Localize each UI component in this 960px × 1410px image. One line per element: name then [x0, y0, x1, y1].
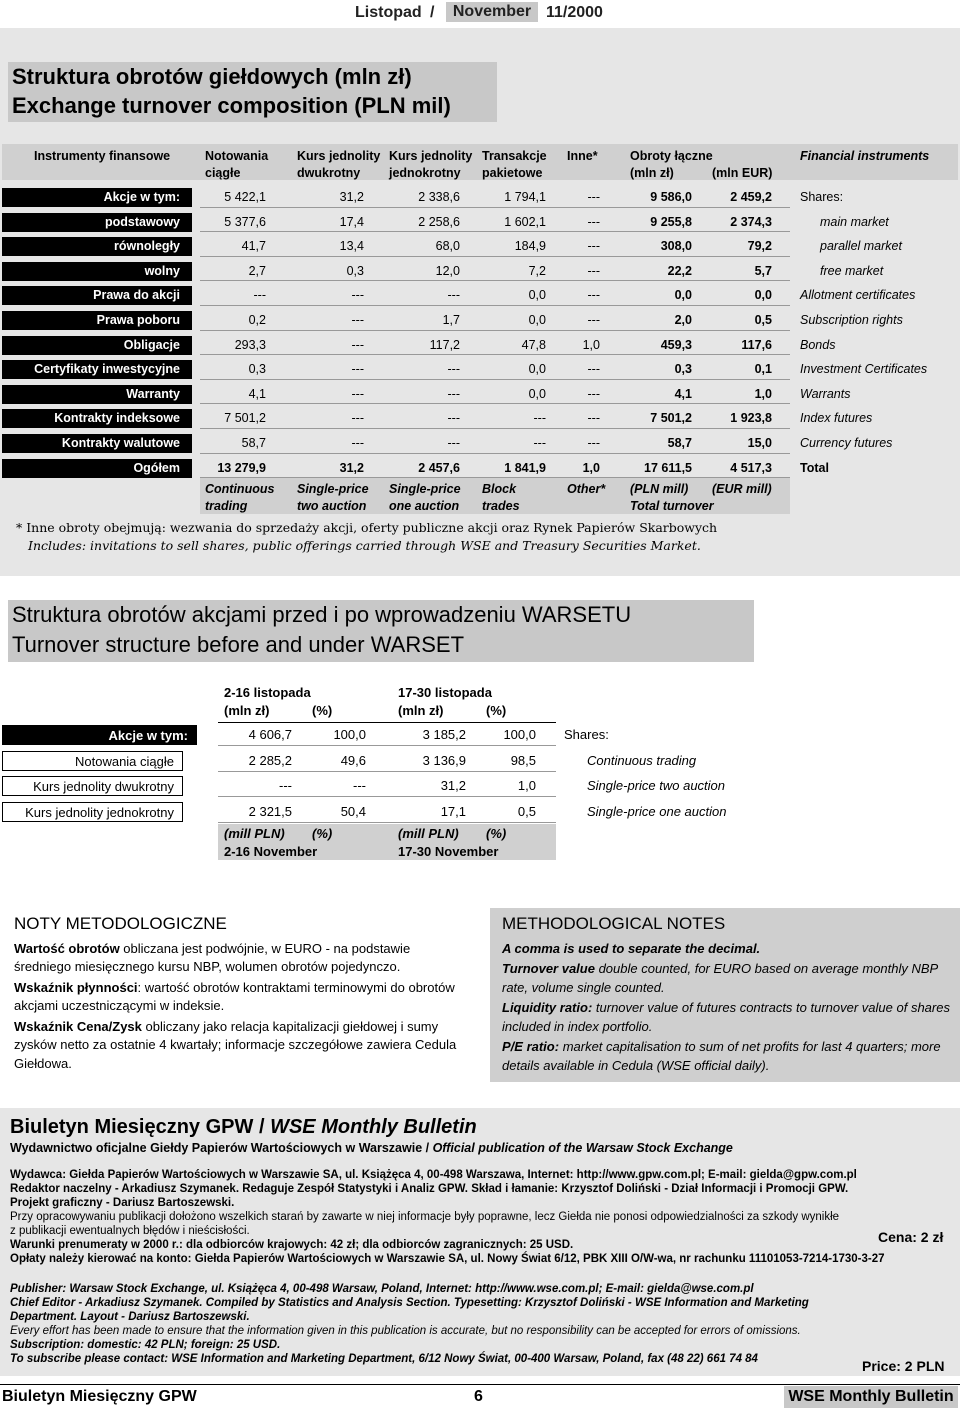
col-header-pl-1: Kurs jednolity — [297, 149, 381, 163]
row-value: --- — [587, 263, 600, 278]
row-value: 0,5 — [754, 313, 772, 327]
col-footer-en-4: Other* — [567, 482, 606, 496]
row-label: Kontrakty indeksowe — [2, 409, 192, 428]
bottom-bar — [0, 1384, 960, 1410]
warset-row-label-en: Continuous trading — [587, 752, 697, 768]
footer-l4: Przy opracowywaniu publikacji dołożono wszelkich starań by zawarte w niej informacje były poprawne, lecz Giełda nie ponosi odpowiedzialności za szkody wynikłe — [10, 1211, 840, 1223]
warset-value: 50,4 — [340, 803, 366, 819]
row-value: 184,9 — [514, 239, 546, 254]
footnote-en: Includes: invitations to sell shares, public offerings carried through WSE and Treasury Securities Market. — [28, 538, 701, 553]
footer-title-en: WSE Monthly Bulletin — [270, 1116, 477, 1138]
notes-en-title: METHODOLOGICAL NOTES — [502, 914, 726, 933]
row-value: --- — [447, 436, 460, 450]
row-label: równoległy — [2, 237, 192, 256]
period1-label-en: 2-16 November — [224, 844, 318, 859]
row-value: 58,7 — [241, 436, 266, 450]
row-value: 459,3 — [660, 337, 692, 352]
row-label: Prawa do akcji — [2, 286, 192, 305]
row-value: 0,0 — [674, 288, 692, 303]
warset-row-separator — [218, 796, 556, 797]
row-value: 9 586,0 — [650, 190, 692, 204]
col-footer-en-2: Single-price — [389, 482, 461, 496]
row-value: 13,4 — [339, 239, 364, 254]
row-label-en: free market — [820, 263, 884, 278]
section2-title — [8, 600, 754, 662]
notes-pl-title: NOTY METODOLOGICZNE — [14, 914, 227, 933]
warset-value: --- — [279, 778, 292, 793]
notes-pl-p3-bold: Wskaźnik Cena/Zysk — [14, 1018, 142, 1034]
row-value: 31,2 — [339, 460, 364, 475]
row-value: 41,7 — [241, 239, 266, 254]
notes-pl-p3: obliczany jako relacja kapitalizacji giełdowej i sumy zysków netto za ostatnie 4 kwartały; informacje szczegółowe zawiera Cedula Giełdowa. — [14, 1018, 457, 1071]
notes-pl-p1: obliczana jest podwójnie, w EURO - na podstawie średniego miesięcznego kursu NBP, wolumen obrotów pojedynczo. — [14, 940, 411, 974]
section1-title-en: Exchange turnover composition (PLN mil) — [12, 93, 451, 118]
row-value: 308,0 — [660, 239, 692, 254]
row-label: podstawowy — [2, 213, 192, 232]
col-header-obroty: Obroty łączne — [630, 149, 713, 163]
row-value: --- — [587, 214, 600, 229]
row-label-en: Index futures — [800, 411, 873, 426]
row-value: --- — [587, 362, 600, 377]
warset-value: 31,2 — [440, 778, 466, 793]
warset-row-label-en: Shares: — [564, 727, 609, 742]
warset-row-label: Kurs jednolity jednokrotny — [2, 802, 183, 822]
row-value: 5 422,1 — [224, 190, 266, 204]
col-header-pl-2-line2: jednokrotny — [389, 166, 461, 180]
warset-row-separator — [218, 822, 556, 823]
row-label-en: main market — [820, 214, 889, 229]
period2-pct: (%) — [486, 703, 507, 718]
footer-title-pl: Biuletyn Miesięczny GPW / — [10, 1116, 265, 1138]
footer-e3: Department. Layout - Dariusz Bartoszewski. — [10, 1311, 250, 1323]
row-value: 0,3 — [346, 263, 364, 278]
warset-row-label: Kurs jednolity dwukrotny — [2, 776, 183, 796]
header-issue: 11/2000 — [546, 4, 603, 21]
row-value: --- — [587, 411, 600, 426]
row-label-en: parallel market — [820, 239, 902, 254]
row-value: --- — [447, 386, 460, 401]
row-label: wolny — [2, 262, 192, 281]
col-footer-en-1-line2: two auction — [297, 499, 367, 513]
notes-pl-p2-bold: Wskaźnik płynności — [14, 979, 138, 995]
period2-label: 17-30 listopada — [398, 685, 492, 700]
row-value: --- — [587, 436, 600, 450]
col-header-pl-3: Transakcje — [482, 149, 547, 163]
row-value: 117,2 — [429, 337, 460, 352]
row-value: 5 377,6 — [224, 214, 266, 229]
period1-label: 2-16 listopada — [224, 685, 311, 700]
warset-value: 2 321,5 — [248, 803, 292, 819]
warset-value: 0,5 — [517, 803, 536, 819]
warset-value: --- — [353, 778, 366, 793]
row-label-en: Subscription rights — [800, 313, 903, 327]
row-value: --- — [447, 362, 460, 377]
warset-value: 98,5 — [510, 752, 536, 768]
price-en: Price: 2 PLN — [862, 1358, 945, 1374]
col-footer-eur-mill: (EUR mill) — [712, 482, 772, 496]
row-value: 1 602,1 — [504, 214, 546, 229]
row-value: --- — [533, 436, 546, 450]
row-label-en: Currency futures — [800, 436, 893, 450]
col-footer-total-turnover: Total turnover — [630, 499, 714, 513]
footer-l5: z publikacji ewentualnych błędów i nieścisłości. — [10, 1225, 250, 1237]
period1-unit: (mln zł) — [224, 703, 270, 718]
price-pl: Cena: 2 zł — [878, 1229, 944, 1245]
period2-unit: (mln zł) — [398, 703, 444, 718]
notes-en — [502, 915, 957, 1077]
warset-row-separator — [218, 745, 556, 746]
row-value: 0,0 — [528, 386, 546, 401]
row-value: 22,2 — [667, 263, 692, 278]
row-value: 15,0 — [747, 436, 772, 450]
col-header-mln-zl: (mln zł) — [630, 166, 674, 180]
footer-sub-en: Official publication of the Warsaw Stock Exchange — [432, 1141, 733, 1155]
warset-value: 3 185,2 — [422, 727, 466, 742]
row-value: --- — [351, 436, 364, 450]
row-value: 17,4 — [339, 214, 364, 229]
col-footer-pln-mill: (PLN mill) — [630, 482, 689, 496]
row-value: 0,0 — [528, 362, 546, 377]
footer-subtitle — [10, 1141, 733, 1155]
row-value: 1,0 — [754, 386, 772, 401]
warset-row-label-en: Single-price two auction — [587, 778, 726, 793]
section1-title — [8, 62, 497, 122]
period2-label-en: 17-30 November — [398, 844, 499, 859]
row-value: 9 255,8 — [650, 214, 692, 229]
row-value: 0,3 — [674, 362, 692, 377]
row-value: 2 374,3 — [730, 214, 772, 229]
header-listopad: Listopad — [355, 4, 422, 21]
row-value: --- — [447, 411, 460, 426]
row-value: --- — [351, 386, 364, 401]
col-header-mln-eur: (mln EUR) — [712, 166, 773, 180]
row-value: 1 923,8 — [730, 411, 772, 426]
row-value: --- — [447, 288, 460, 303]
page-header — [0, 0, 960, 24]
col-footer-en-1: Single-price — [297, 482, 369, 496]
footer-l7: Opłaty należy kierować na konto: Giełda Papierów Wartościowych w Warszawie SA, ul. Nowy Świat 6/12, PBK XIII O/W-wa, nr rachunku 11101053-7214-1730-3-27 — [10, 1253, 885, 1265]
col-header-pl-0: Notowania — [205, 149, 269, 163]
row-label: Ogółem — [2, 459, 192, 478]
warset-row-label: Notowania ciągłe — [2, 751, 183, 771]
row-value: 0,0 — [754, 288, 772, 303]
row-value: 5,7 — [754, 263, 772, 278]
col-header-pl-0-line2: ciągłe — [205, 166, 241, 180]
col-header-pl-1-line2: dwukrotny — [297, 166, 361, 180]
row-label: Warranty — [2, 385, 192, 404]
row-value: 68,0 — [435, 239, 460, 254]
period2-unit-en: (mill PLN) — [398, 826, 459, 841]
footer-e2: Chief Editor - Arkadiusz Szymanek. Compiled by Statistics and Analysis Section. Typesetting: Krzysztof Doliński - WSE Information and Marketing — [10, 1297, 809, 1309]
section1-title-pl: Struktura obrotów giełdowych (mln zł) — [12, 64, 412, 89]
col-footer-en-3-line2: trades — [482, 499, 520, 513]
col-header-pl-2: Kurs jednolity — [389, 149, 473, 163]
footer-sub-pl: Wydawnictwo oficjalne Giełdy Papierów Wartościowych w Warszawie / — [10, 1141, 430, 1155]
warset-value: 1,0 — [517, 778, 536, 793]
row-value: --- — [587, 239, 600, 254]
row-label: Certyfikaty inwestycyjne — [2, 360, 192, 379]
row-value: 0,0 — [528, 313, 546, 327]
row-value: 4,1 — [248, 386, 266, 401]
section2-title-pl: Struktura obrotów akcjami przed i po wprowadzeniu WARSETU — [12, 602, 632, 627]
row-value: 12,0 — [435, 263, 460, 278]
notes-pl-p1-bold: Wartość obrotów — [14, 940, 120, 956]
col-footer-en-0-line2: trading — [205, 499, 248, 513]
period1-unit-en: (mill PLN) — [224, 826, 285, 841]
row-label: Prawa poboru — [2, 311, 192, 330]
col-footer-en-0: Continuous — [205, 482, 275, 496]
row-value: 2 338,6 — [418, 190, 460, 204]
row-value: 1 841,9 — [504, 460, 546, 475]
col-header-financial: Financial instruments — [800, 149, 930, 163]
row-value: 7 501,2 — [224, 411, 266, 426]
row-value: 1,0 — [582, 460, 600, 475]
footer-title — [10, 1116, 477, 1139]
period2-pct-en: (%) — [486, 826, 507, 841]
warset-row-separator — [218, 771, 556, 772]
row-value: --- — [587, 386, 600, 401]
row-label-en: Shares: — [800, 190, 844, 204]
row-label-en: Warrants — [800, 386, 851, 401]
row-value: --- — [587, 190, 600, 204]
footer-e5: Subscription: domestic: 42 PLN; foreign: 25 USD. — [10, 1339, 281, 1351]
row-label: Kontrakty walutowe — [2, 434, 192, 453]
row-label-en: Allotment certificates — [800, 288, 916, 303]
row-value: --- — [351, 362, 364, 377]
footer-l3: Projekt graficzny - Dariusz Bartoszewski. — [10, 1197, 235, 1209]
period1-pct-en: (%) — [312, 826, 333, 841]
page-number: 6 — [474, 1388, 483, 1405]
row-value: --- — [351, 288, 364, 303]
col-footer-en-2-line2: one auction — [389, 499, 460, 513]
row-value: 2 258,6 — [418, 214, 460, 229]
bottom-right-title: WSE Monthly Bulletin — [784, 1386, 958, 1408]
period1-pct: (%) — [312, 703, 333, 718]
row-label: Obligacje — [2, 336, 192, 355]
row-value: 2 459,2 — [730, 190, 772, 204]
footer-en-block — [10, 1282, 950, 1366]
row-label-en: Total — [800, 460, 829, 475]
notes-pl-p2: : wartość obrotów kontraktami terminowymi do obrotów akcjami uczestniczącymi w indeksie. — [14, 979, 455, 1013]
row-label-en: Bonds — [800, 337, 836, 352]
notes-pl — [14, 915, 469, 1075]
col-header-pl-3-line2: pakietowe — [482, 166, 543, 180]
footer-l1: Wydawca: Giełda Papierów Wartościowych w Warszawie SA, ul. Książęca 4, 00-498 Warszawa, Internet: http://www.gpw.com.pl; E-mail: gielda@gpw.com.pl — [10, 1169, 857, 1181]
warset-row-label-en: Single-price one auction — [587, 803, 727, 819]
warset-value: 100,0 — [503, 727, 536, 742]
notes-en-p1-bold: Turnover value — [502, 961, 595, 976]
row-value: --- — [351, 313, 364, 327]
row-value: 1,0 — [582, 337, 600, 352]
row-value: 0,2 — [248, 313, 266, 327]
row-value: --- — [351, 337, 364, 352]
row-value: --- — [587, 288, 600, 303]
warset-value: 49,6 — [340, 752, 366, 768]
notes-en-p2-bold: Liquidity ratio: — [502, 1000, 593, 1015]
row-value: 7,2 — [528, 263, 546, 278]
warset-value: 4 606,7 — [248, 727, 292, 742]
warset-row-label: Akcje w tym: — [2, 725, 197, 745]
row-value: 17 611,5 — [644, 460, 692, 475]
row-value: 1,7 — [442, 313, 460, 327]
footer-e4: Every effort has been made to ensure that the information given in this publication is accurate, but no responsibility can be accepted for errors of omissions. — [10, 1325, 801, 1337]
row-value: --- — [351, 411, 364, 426]
col-footer-en-3: Block — [482, 482, 517, 496]
notes-en-p2: turnover value of futures contracts to turnover value of shares included in index portfolio. — [502, 1000, 950, 1034]
footer-e1: Publisher: Warsaw Stock Exchange, ul. Książęca 4, 00-498 Warsaw, Poland, Internet: http://www.wse.com.pl; E-mail: gielda@wse.com.pl — [10, 1283, 754, 1295]
row-value: 58,7 — [667, 436, 692, 450]
notes-en-p3: market capitalisation to sum of net profits for last 4 quarters; more details available in Cedula (WSE official daily). — [502, 1039, 941, 1073]
row-value: 47,8 — [521, 337, 546, 352]
notes-en-p3-bold: P/E ratio: — [502, 1039, 560, 1054]
header-slash: / — [430, 4, 435, 21]
row-value: --- — [533, 411, 546, 426]
section2-title-en: Turnover structure before and under WARSET — [12, 632, 465, 657]
warset-value: 3 136,9 — [422, 752, 466, 768]
footer-l2: Redaktor naczelny - Arkadiusz Szymanek. Redaguje Zespół Statystyki i Analiz GPW. Skład i łamanie: Krzysztof Doliński - Dział Informacji i Promocji GPW. — [10, 1183, 849, 1195]
footer-pl-block — [10, 1168, 950, 1266]
row-value: 2 457,6 — [418, 460, 460, 475]
row-value: 2,7 — [248, 263, 266, 278]
footer-e6: To subscribe please contact: WSE Information and Marketing Department, 6/12 Nowy Świat, 00-400 Warsaw, Poland, fax (48 22) 661 74 84 — [10, 1353, 758, 1365]
row-label-en: Investment Certificates — [800, 362, 928, 377]
col-header-instruments: Instrumenty finansowe — [34, 149, 171, 163]
footnote-pl: * Inne obroty obejmują: wezwania do sprzedaży akcji, oferty publiczne akcji oraz Rynek Papierów Skarbowych — [16, 520, 718, 535]
row-value: --- — [253, 288, 266, 303]
warset-value: 2 285,2 — [248, 752, 292, 768]
bottom-left-title: Biuletyn Miesięczny GPW — [2, 1388, 197, 1405]
row-value: 0,3 — [248, 362, 266, 377]
row-value: 0,0 — [528, 288, 546, 303]
row-value: 293,3 — [234, 337, 266, 352]
footer-l6: Warunki prenumeraty w 2000 r.: dla odbiorców krajowych: 42 zł; dla odbiorców zagranicznych: 25 USD. — [10, 1239, 574, 1251]
header-november: November — [446, 2, 538, 22]
row-label: Akcje w tym: — [2, 188, 192, 207]
warset-value: 100,0 — [333, 727, 366, 742]
row-value: 4 517,3 — [730, 460, 772, 475]
col-header-pl-4: Inne* — [567, 149, 598, 163]
notes-en-p0: A comma is used to separate the decimal. — [502, 940, 761, 956]
row-value: 1 794,1 — [504, 190, 546, 204]
row-value: --- — [587, 313, 600, 327]
notes-en-p1: double counted, for EURO based on average monthly NBP rate, volume single counted. — [502, 961, 938, 995]
row-value: 31,2 — [339, 190, 364, 204]
row-value: 13 279,9 — [217, 460, 266, 475]
warset-value: 17,1 — [440, 803, 466, 819]
row-value: 4,1 — [674, 386, 692, 401]
row-value: 2,0 — [674, 313, 692, 327]
row-value: 117,6 — [741, 337, 772, 352]
row-value: 0,1 — [754, 362, 772, 377]
row-value: 79,2 — [747, 239, 772, 254]
row-value: 7 501,2 — [650, 411, 692, 426]
